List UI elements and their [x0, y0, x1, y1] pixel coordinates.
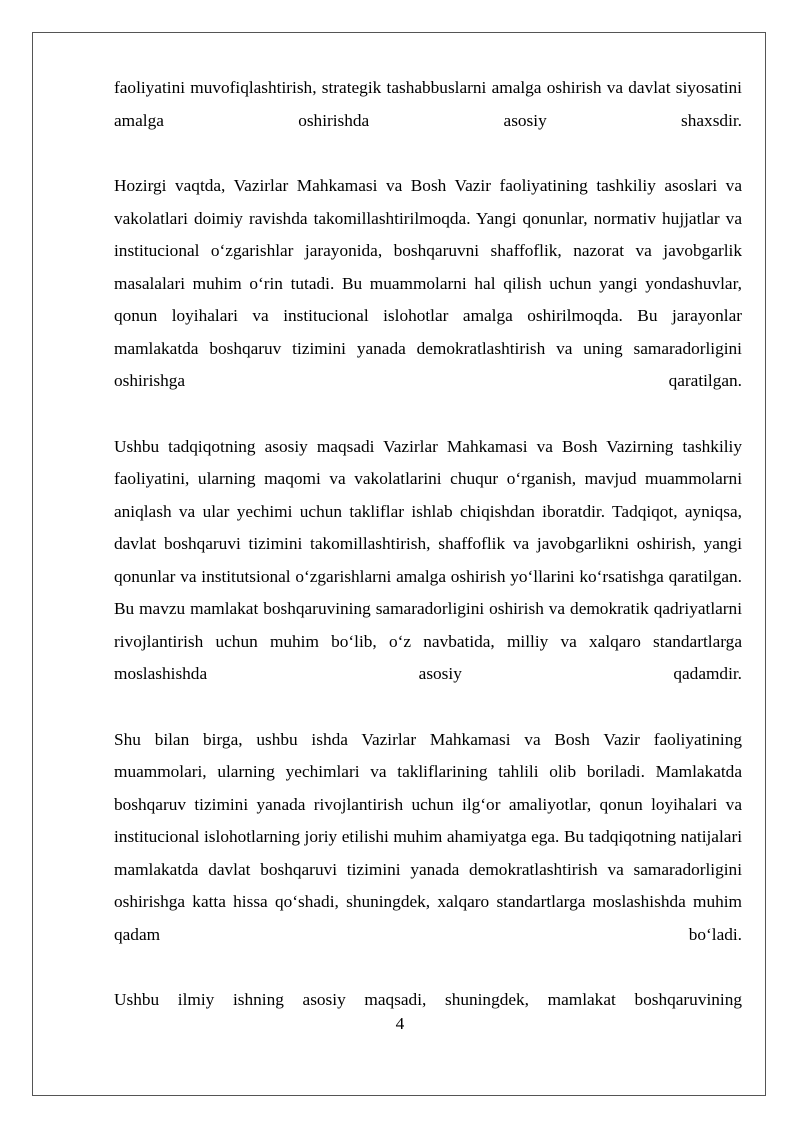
paragraph-2: Hozirgi vaqtda, Vazirlar Mahkamasi va Bosh Vazir faoliyatining tashkiliy asoslari va vakolatlari doimiy ravishda takomillashtirilmoqda. Yangi qonunlar, normativ hujjatlar va institucional o‘zgarishlar jarayonida, boshqaruvni shaffoflik, nazorat va javobgarlik masalalari muhim o‘rin tutadi. Bu muammolarni hal qilish uchun yangi yondashuvlar, qonun loyihalari va institucional islohotlar amalga oshirilmoqda. Bu jarayonlar mamlakatda boshqaruv tizimini yanada demokratlashtirish va uning samaradorligini oshirishga qaratilgan. — [114, 176, 742, 390]
paragraph-3: Ushbu tadqiqotning asosiy maqsadi Vazirlar Mahkamasi va Bosh Vazirning tashkiliy faoliyatini, ularning maqomi va vakolatlarini chuqur o‘rganish, mavjud muammolarni aniqlash va ular yechimi uchun takliflar ishlab chiqishdan iboratdir. Tadqiqot, ayniqsa, davlat boshqaruvi tizimini takomillashtirish, shaffoflik va javobgarlikni oshirish, yangi qonunlar va institutsional o‘zgarishlarni amalga oshirish yo‘llarini ko‘rsatishga qaratilgan. Bu mavzu mamlakat boshqaruvining samaradorligini oshirish va demokratik qadriyatlarni rivojlantirish uchun muhim bo‘lib, o‘z navbatida, milliy va xalqaro standartlarga moslashishda asosiy qadamdir. — [114, 436, 742, 683]
paragraph-4: Shu bilan birga, ushbu ishda Vazirlar Mahkamasi va Bosh Vazir faoliyatining muammolari, ularning yechimlari va takliflarining tahlili olib boriladi. Mamlakatda boshqaruv tizimini yanada rivojlantirish uchun ilg‘or amaliyotlar, qonun loyihalari va institucional islohotlarning joriy etilishi muhim ahamiyatga ega. Bu tadqiqotning natijalari mamlakatda davlat boshqaruvi tizimini yanada demokratlashtirish va samaradorligini oshirishga katta hissa qo‘shadi, shuningdek, xalqaro standartlarga moslashishda muhim qadam bo‘ladi. — [114, 729, 742, 944]
document-body — [114, 72, 742, 1017]
paragraph-5: Ushbu ilmiy ishning asosiy maqsadi, shuningdek, mamlakat boshqaruvining — [114, 990, 742, 1009]
paragraph-1: faoliyatini muvofiqlashtirish, strategik tashabbuslarni amalga oshirish va davlat siyosatini amalga oshirishda asosiy shaxsdir. — [114, 78, 742, 130]
page-number: 4 — [395, 1014, 405, 1033]
